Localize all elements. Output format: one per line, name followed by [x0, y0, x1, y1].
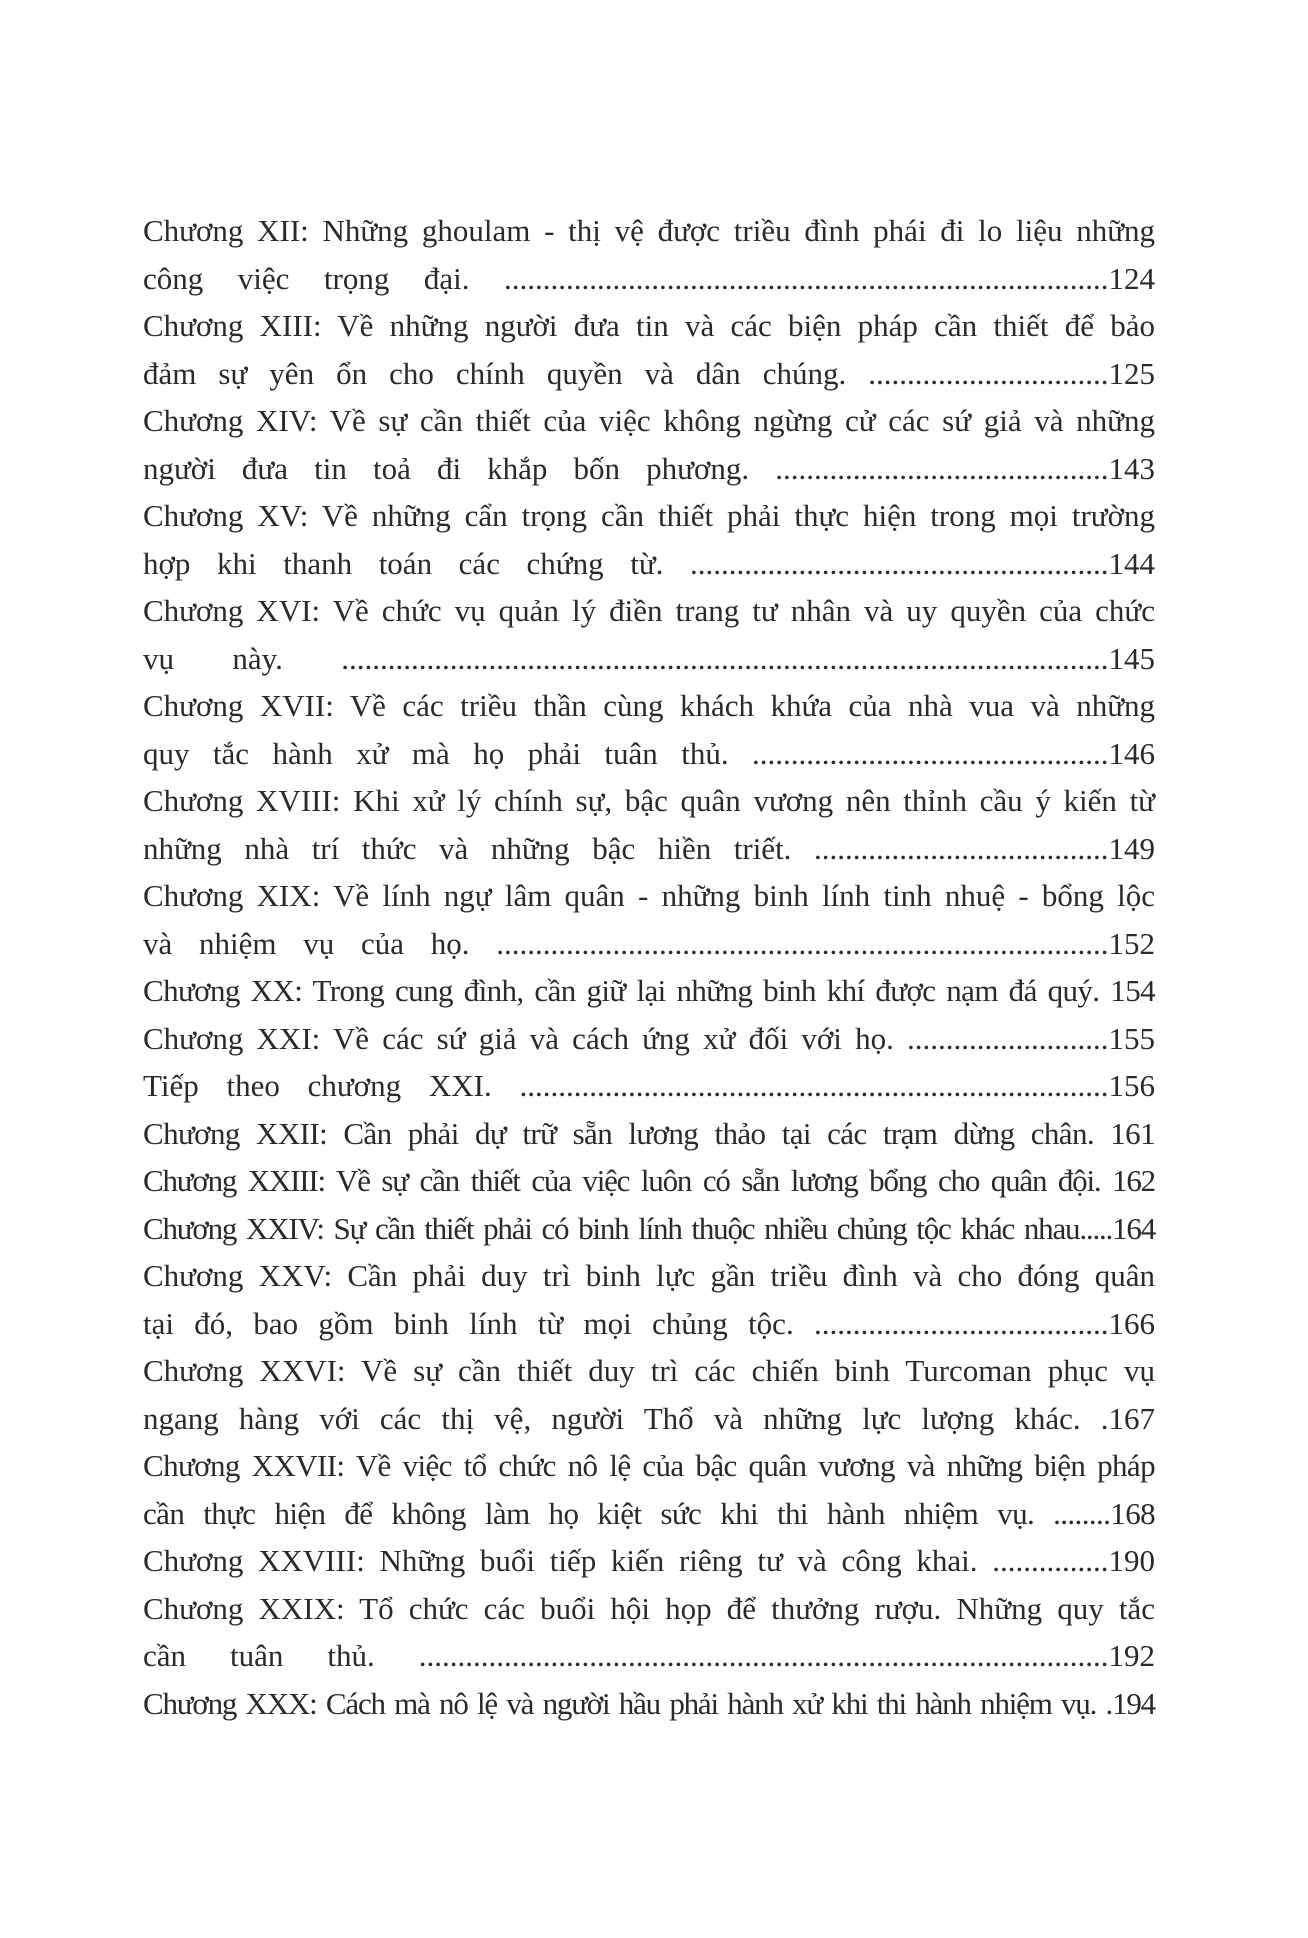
table-of-contents	[143, 207, 1155, 1727]
toc-entry	[143, 1252, 1155, 1347]
toc-entry-title: Chương XXIII: Về sự cần thiết của việc luôn có sẵn lương bổng cho quân đội. 162	[143, 1163, 1155, 1198]
toc-entry	[143, 397, 1155, 492]
toc-entry-title: Chương XXVIII: Những buổi tiếp kiến riêng tư và công khai. ...............190	[143, 1543, 1155, 1578]
toc-entry	[143, 1015, 1155, 1063]
toc-entry-title: Chương XXIV: Sự cần thiết phải có binh lính thuộc nhiều chủng tộc khác nhau.....164	[143, 1210, 1155, 1246]
toc-entry-continuation: người đưa tin toả đi khắp bốn phương. ...........................................143	[143, 450, 1155, 486]
toc-entry-title: Chương XXVII: Về việc tổ chức nô lệ của bậc quân vương và những biện pháp	[143, 1448, 1155, 1483]
toc-entry-continuation: ngang hàng với các thị vệ, người Thổ và những lực lượng khác. .167	[143, 1400, 1155, 1436]
toc-entry	[143, 492, 1155, 587]
toc-entry-title: Chương XV: Về những cẩn trọng cần thiết phải thực hiện trong mọi trường	[143, 498, 1155, 533]
toc-entry-title: Chương XVI: Về chức vụ quản lý điền trang tư nhân và uy quyền của chức	[143, 593, 1155, 628]
toc-entry	[143, 1205, 1155, 1253]
toc-entry	[143, 1680, 1155, 1728]
toc-entry	[143, 682, 1155, 777]
toc-entry	[143, 1537, 1155, 1585]
toc-entry-title: Chương XXX: Cách mà nô lệ và người hầu phải hành xử khi thi hành nhiệm vụ. .194	[143, 1685, 1155, 1721]
toc-entry-title: Chương XXIX: Tổ chức các buổi hội họp để thưởng rượu. Những quy tắc	[143, 1590, 1155, 1626]
toc-entry	[143, 1585, 1155, 1680]
toc-entry-title: Chương XXI: Về các sứ giả và cách ứng xử đối với họ. ..........................155	[143, 1020, 1155, 1056]
toc-entry-title: Chương XXII: Cần phải dự trữ sẵn lương thảo tại các trạm dừng chân. 161	[143, 1115, 1155, 1151]
toc-entry	[143, 207, 1155, 302]
toc-entry-continuation: cần thực hiện để không làm họ kiệt sức khi thi hành nhiệm vụ. ........168	[143, 1495, 1155, 1531]
toc-entry	[143, 302, 1155, 397]
toc-entry-continuation: và nhiệm vụ của họ. ...............................................................................152	[143, 925, 1155, 961]
toc-entry-continuation: hợp khi thanh toán các chứng từ. ......................................................144	[143, 545, 1155, 581]
toc-entry-title: Chương XIV: Về sự cần thiết của việc không ngừng cử các sứ giả và những	[143, 403, 1155, 438]
toc-entry-continuation: vụ này. ...................................................................................................145	[143, 640, 1155, 676]
toc-entry	[143, 872, 1155, 967]
toc-entry-continuation: tại đó, bao gồm binh lính từ mọi chủng tộc. ......................................166	[143, 1305, 1155, 1341]
toc-entry	[143, 1110, 1155, 1158]
toc-entry-title: Chương XXV: Cần phải duy trì binh lực gần triều đình và cho đóng quân	[143, 1258, 1155, 1293]
toc-entry-title: Tiếp theo chương XXI. ............................................................................156	[143, 1068, 1155, 1103]
toc-entry-title: Chương XVIII: Khi xử lý chính sự, bậc quân vương nên thỉnh cầu ý kiến từ	[143, 783, 1155, 818]
toc-entry-title: Chương XX: Trong cung đình, cần giữ lại những binh khí được nạm đá quý. 154	[143, 973, 1155, 1008]
toc-entry	[143, 1062, 1155, 1110]
toc-entry	[143, 1347, 1155, 1442]
toc-entry-title: Chương XVII: Về các triều thần cùng khách khứa của nhà vua và những	[143, 688, 1155, 723]
toc-entry	[143, 1157, 1155, 1205]
toc-entry	[143, 587, 1155, 682]
toc-entry-title: Chương XXVI: Về sự cần thiết duy trì các chiến binh Turcoman phục vụ	[143, 1353, 1155, 1388]
toc-entry-continuation: những nhà trí thức và những bậc hiền triết. ......................................149	[143, 830, 1155, 866]
toc-entry-continuation: cần tuân thủ. .........................................................................................192	[143, 1638, 1155, 1673]
toc-entry	[143, 1442, 1155, 1537]
toc-entry	[143, 777, 1155, 872]
toc-entry-continuation: quy tắc hành xử mà họ phải tuân thủ. ..............................................146	[143, 735, 1155, 771]
toc-entry-title: Chương XIX: Về lính ngự lâm quân - những binh lính tinh nhuệ - bổng lộc	[143, 878, 1155, 913]
toc-entry-continuation: công việc trọng đại. ..............................................................................124	[143, 260, 1155, 296]
toc-entry	[143, 967, 1155, 1015]
toc-entry-title: Chương XII: Những ghoulam - thị vệ được triều đình phái đi lo liệu những	[143, 213, 1155, 248]
toc-entry-continuation: đảm sự yên ổn cho chính quyền và dân chúng. ...............................125	[143, 355, 1155, 391]
toc-entry-title: Chương XIII: Về những người đưa tin và các biện pháp cần thiết để bảo	[143, 308, 1155, 343]
